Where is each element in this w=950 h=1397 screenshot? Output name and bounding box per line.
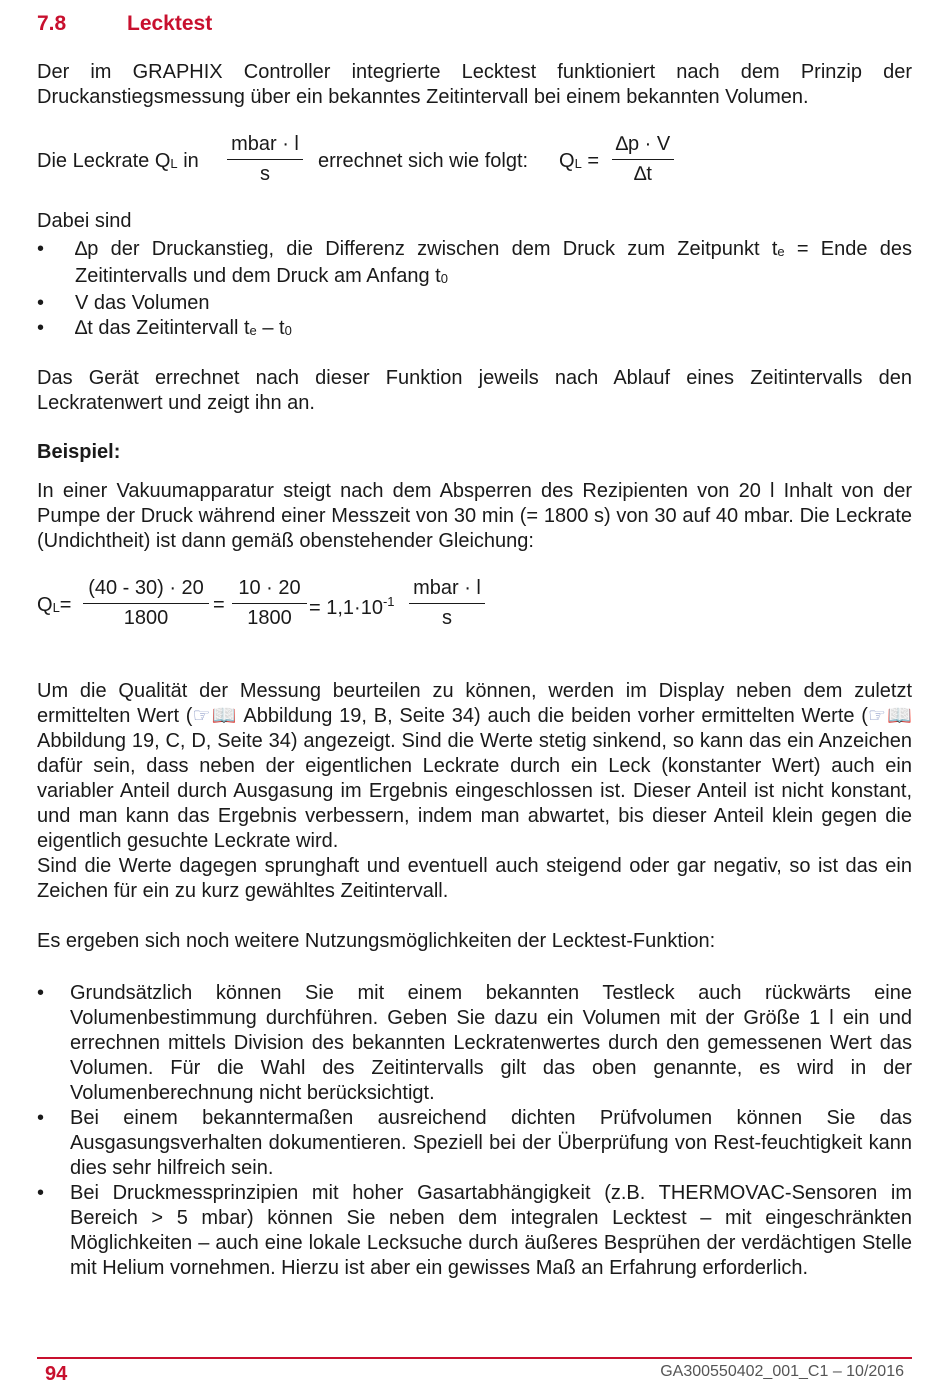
list-item: • Grundsätzlich können Sie mit einem bekannten Testleck auch rückwärts eine Volumenbestimmung durchführen. Geben Sie dazu ein Volumen mit der Größe 1 l ein und errechnen mittels Division des bekannten Leckratenwertes durch den gemessenen Wert das Volumen. Für die Wahl des Zeitintervalls gilt das oben genannte, es wird in der Volumenberechnung nicht berücksichtigt. bbox=[37, 982, 912, 1104]
example-paragraph: In einer Vakuumapparatur steigt nach dem Absperren des Rezipienten von 20 l Inhalt von der Pumpe der Druck während einer Messzeit von 30 min (= 1800 s) von 30 auf 40 mbar. Die Leckrate (Undichtheit) ist dann gemäß obenstehender Gleichung: bbox=[37, 480, 912, 552]
section-number: 7.8 bbox=[37, 12, 67, 35]
example-unit-fraction: mbar · l s bbox=[409, 577, 485, 630]
intro-paragraph: Der im GRAPHIX Controller integrierte Lecktest funktioniert nach dem Prinzip der Druckanstiegsmessung über ein bekanntes Zeitintervall bei einem bekannten Volumen. bbox=[37, 61, 912, 108]
definitions-lead: Dabei sind bbox=[37, 210, 132, 232]
formula-middle-text: errechnet sich wie folgt: bbox=[318, 150, 529, 172]
list-item: • Bei Druckmessprinzipien mit hoher Gasartabhängigkeit (z.B. THERMOVAC-Sensoren im Bereich > 5 mbar) können Sie neben dem integralen Lecktest – mit eingeschränkten Möglichkeiten – auch eine lokale Lecksuche durch äußeres Besprühen der verdächtigen Stelle mit Helium vornehmen. Hierzu ist aber ein gewisses Maß an Erfahrung erforderlich. bbox=[37, 1182, 912, 1279]
document-id: GA300550402_001_C1 – 10/2016 bbox=[660, 1363, 904, 1380]
section-heading bbox=[37, 12, 212, 36]
footer-divider bbox=[37, 1357, 912, 1359]
example-equals-2: = bbox=[213, 594, 225, 616]
book-icon: 📖 bbox=[210, 705, 238, 727]
book-icon: 📖 bbox=[885, 705, 913, 727]
further-uses-lead: Es ergeben sich noch weitere Nutzungsmöglichkeiten der Lecktest-Funktion: bbox=[37, 930, 716, 952]
figure-reference-link[interactable]: Abbildung 19, C, D, Seite 34) angezeigt. Sind die Werte stetig sinkend, so kann das ein Anzeichen dafür sein, dass neben der eigentlichen Leckrate durch ein Leck (konstanter Wert) auch ein variabler Anteil durch Ausgasung im Ergebnis eingeschlossen ist. Dieser Anteil ist nicht konstant, und man kann das Ergebnis verbessern, indem man abwartet, bis dieser Anteil klein gegen die eigentlich gesuchte Leckrate wird. bbox=[37, 730, 912, 852]
example-fraction-2: 10 · 20 1800 bbox=[232, 577, 307, 630]
quality-paragraph-2: Sind die Werte dagegen sprunghaft und eventuell auch steigend oder gar negativ, so ist das ein Zeichen für ein zu kurz gewähltes Zeitintervall. bbox=[37, 855, 912, 902]
section-title: Lecktest bbox=[127, 12, 213, 35]
list-item: • Bei einem bekanntermaßen ausreichend dichten Prüfvolumen können Sie das Ausgasungsverhalten dokumentieren. Speziell bei der Überprüfung von Rest-feuchtigkeit kann dies sehr hilfreich sein. bbox=[37, 1107, 912, 1179]
list-item: • ∆p der Druckanstieg, die Differenz zwischen dem Druck zum Zeitpunkt $t_e$ = Ende des Zeitintervalls und dem Druck am Anfang $t_0$ bbox=[37, 238, 912, 287]
uses-list bbox=[37, 981, 912, 1281]
list-item: • V das Volumen bbox=[37, 292, 210, 314]
manual-page bbox=[37, 0, 912, 1397]
example-fraction-1: (40 - 30) · 20 1800 bbox=[83, 577, 209, 630]
pointing-hand-icon: ☞ bbox=[867, 705, 886, 727]
quality-paragraph: Um die Qualität der Messung beurteilen zu können, werden im Display neben dem zuletzt ermittelten Wert (☞📖 Abbildung 19, B, Seite 34) auch die beiden vorher ermittelten Werte (☞📖 Abbildung 19, C, D, Seite 34) angezeigt. Sind die Werte stetig sinkend, so kann das ein Anzeichen dafür sein, dass neben der eigentlichen Leckrate durch ein Leck (konstanter Wert) auch ein variabler Anteil durch Ausgasung im Ergebnis eingeschlossen ist. Dieser Anteil ist nicht konstant, und man kann das Ergebnis verbessern, indem man abwartet, bis dieser Anteil klein gegen die eigentlich gesuchte Leckrate wird. bbox=[37, 680, 913, 852]
unit-fraction: mbar · l s bbox=[227, 133, 303, 186]
example-lhs: $Q_L=$ bbox=[37, 594, 72, 616]
list-item: • ∆t das Zeitintervall $t_e - t_0$ bbox=[37, 317, 292, 339]
page-number: 94 bbox=[45, 1363, 68, 1385]
pointing-hand-icon: ☞ bbox=[192, 705, 211, 727]
figure-reference-link[interactable]: Abbildung 19, B, Seite 34) auch die beiden vorher ermittelten Werte ( bbox=[237, 705, 868, 727]
formula-lhs: $Q_L$ = bbox=[559, 150, 600, 172]
example-heading: Beispiel: bbox=[37, 441, 121, 463]
formula-lead: Die Leckrate $Q_L$ in bbox=[37, 150, 199, 172]
result-paragraph: Das Gerät errechnet nach dieser Funktion jeweils nach Ablauf eines Zeitintervalls den Leckratenwert und zeigt ihn an. bbox=[37, 367, 912, 414]
leak-rate-fraction: ∆p · V ∆t bbox=[612, 133, 674, 186]
definitions-list bbox=[37, 237, 912, 343]
example-result: = $1,1\cdot 10^{-1}$ bbox=[309, 594, 395, 619]
